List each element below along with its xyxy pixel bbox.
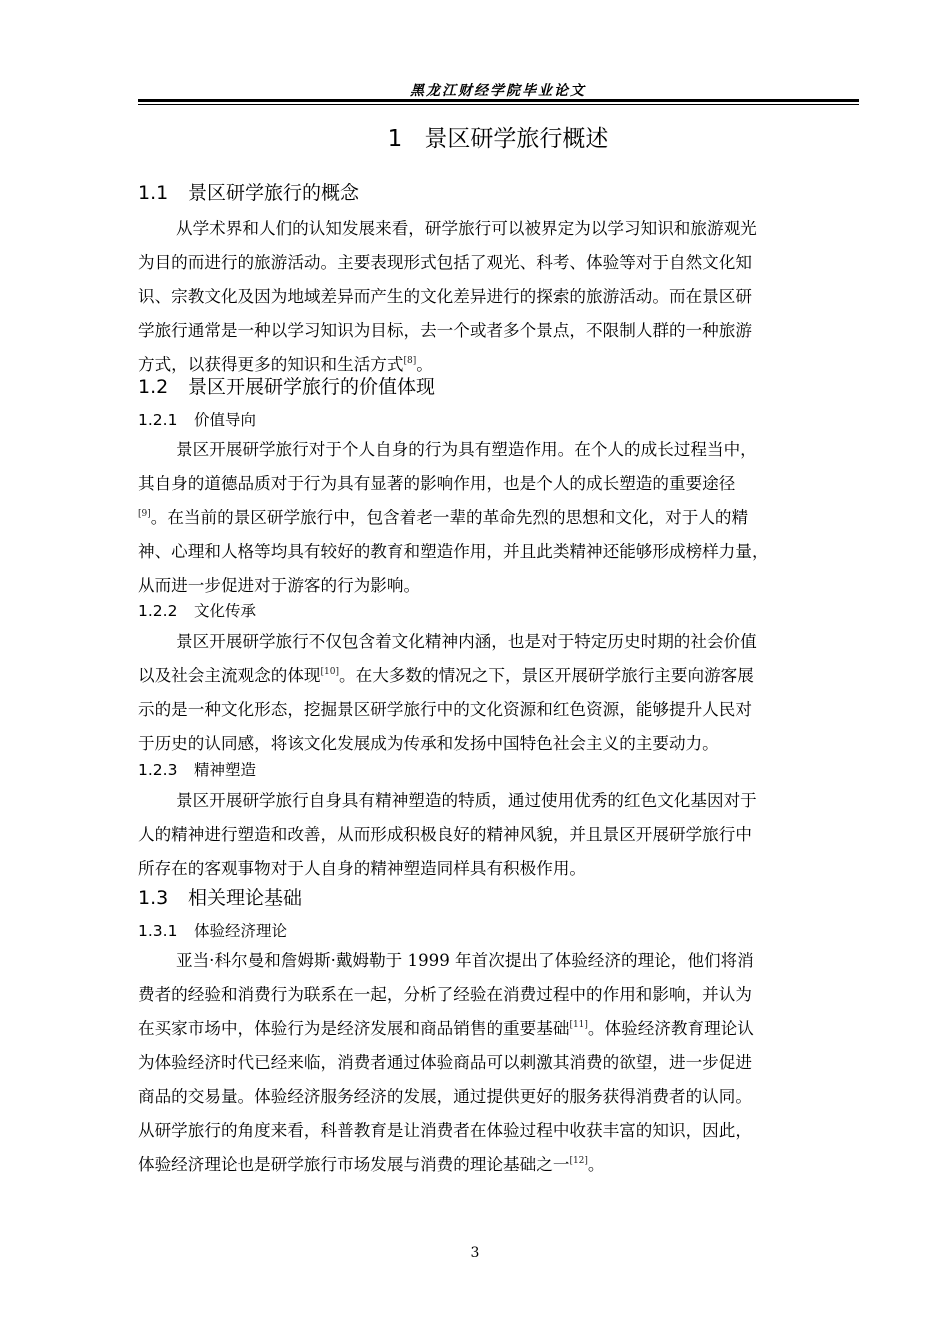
running-header: 黑龙江财经学院毕业论文 [410,83,586,99]
chapter-heading [138,120,858,153]
subsection-heading-1-2-2 [138,599,256,621]
section-title: 景区研学旅行的概念 [188,182,360,204]
text-line: 识、宗教文化及因为地域差异而产生的文化差异进行的探索的旅游活动。而在景区研 [138,287,752,306]
text-line: 学旅行通常是一种以学习知识为目标，去一个或者多个景点，不限制人群的一种旅游 [138,321,752,340]
section-heading-1-1 [138,178,359,205]
paragraph-1-2-1 [138,433,860,603]
text-line: 其自身的道德品质对于行为具有显著的影响作用，也是个人的成长塑造的重要途径 [138,474,736,493]
subsection-number: 1.2.1 [138,411,178,429]
text-segment: 方式，以获得更多的知识和生活方式 [138,355,404,374]
text-line: 商品的交易量。体验经济服务经济的发展，通过提供更好的服务获得消费者的认同。 [138,1087,752,1106]
section-number: 1.1 [138,182,169,204]
text-line: 亚当·科尔曼和詹姆斯·戴姆勒于 1999 年首次提出了体验经济的理论，他们将消 [176,951,754,970]
text-line: 神、心理和人格等均具有较好的教育和塑造作用，并且此类精神还能够形成榜样力量， [138,542,769,561]
subsection-number: 1.3.1 [138,922,178,940]
citation-ref[interactable]: [11] [569,1020,588,1030]
text-line [138,1148,860,1182]
text-line [138,1012,860,1046]
text-line: 所存在的客观事物对于人自身的精神塑造同样具有积极作用。 [138,859,587,878]
text-segment: 。体验经济教育理论认 [587,1019,754,1038]
text-segment: 。 [587,1155,605,1174]
subsection-title: 精神塑造 [194,761,257,779]
subsection-title: 价值导向 [194,411,257,429]
citation-ref[interactable]: [10] [320,667,340,677]
section-title: 相关理论基础 [188,887,303,909]
subsection-heading-1-3-1 [138,919,287,941]
section-heading-1-3 [138,883,302,910]
subsection-number: 1.2.2 [138,602,178,620]
paragraph-1-1 [138,212,860,382]
chapter-title: 景区研学旅行概述 [424,126,609,152]
text-segment: 体验经济理论也是研学旅行市场发展与消费的理论基础之一 [138,1155,570,1174]
subsection-title: 文化传承 [194,602,257,620]
text-segment: 在买家市场中，体验行为是经济发展和商品销售的重要基础 [138,1019,570,1038]
text-line: 人的精神进行塑造和改善，从而形成积极良好的精神风貌，并且景区开展研学旅行中 [138,825,752,844]
text-line: 景区开展研学旅行自身具有精神塑造的特质，通过使用优秀的红色文化基因对于 [176,791,757,810]
section-heading-1-2 [138,372,435,399]
header-rule-thin [138,104,859,105]
paragraph-1-2-3 [138,784,860,886]
text-line [138,659,860,693]
text-line: 为目的而进行的旅游活动。主要表现形式包括了观光、科考、体验等对于自然文化知 [138,253,752,272]
text-segment: 以及社会主流观念的体现 [138,666,321,685]
text-segment: 。在当前的景区研学旅行中，包含着老一辈的革命先烈的思想和文化，对于人的精 [150,508,749,527]
text-segment: 。在大多数的情况之下，景区开展研学旅行主要向游客展 [339,666,754,685]
text-segment: 。 [416,355,433,374]
text-line: 为体验经济时代已经来临，消费者通过体验商品可以刺激其消费的欲望，进一步促进 [138,1053,752,1072]
citation-ref[interactable]: [8] [403,356,417,366]
subsection-heading-1-2-3 [138,758,256,780]
text-line: 从研学旅行的角度来看，科普教育是让消费者在体验过程中收获丰富的知识，因此， [138,1121,752,1140]
text-line: 景区开展研学旅行不仅包含着文化精神内涵，也是对于特定历史时期的社会价值 [176,632,757,651]
chapter-number: 1 [387,126,403,152]
text-line: 景区开展研学旅行对于个人自身的行为具有塑造作用。在个人的成长过程当中， [176,440,757,459]
text-line: 从而进一步促进对于游客的行为影响。 [138,576,421,595]
paragraph-1-3-1 [138,944,860,1182]
section-number: 1.3 [138,887,169,909]
citation-ref[interactable]: [12] [569,1156,588,1166]
text-line: 从学术界和人们的认知发展来看，研学旅行可以被界定为以学习知识和旅游观光 [176,219,757,238]
text-line: 于历史的认同感，将该文化发展成为传承和发扬中国特色社会主义的主要动力。 [138,734,719,753]
section-title: 景区开展研学旅行的价值体现 [188,376,436,398]
subsection-title: 体验经济理论 [194,922,288,940]
paragraph-1-2-2 [138,625,860,761]
subsection-number: 1.2.3 [138,761,178,779]
citation-ref[interactable]: [9] [138,509,151,519]
page-number: 3 [470,1245,480,1261]
text-line: 费者的经验和消费行为联系在一起，分析了经验在消费过程中的作用和影响，并认为 [138,985,752,1004]
header-rule-thick [138,99,859,102]
text-line: 示的是一种文化形态，挖掘景区研学旅行中的文化资源和红色资源，能够提升人民对 [138,700,752,719]
section-number: 1.2 [138,376,169,398]
subsection-heading-1-2-1 [138,408,256,430]
text-line [138,501,860,535]
